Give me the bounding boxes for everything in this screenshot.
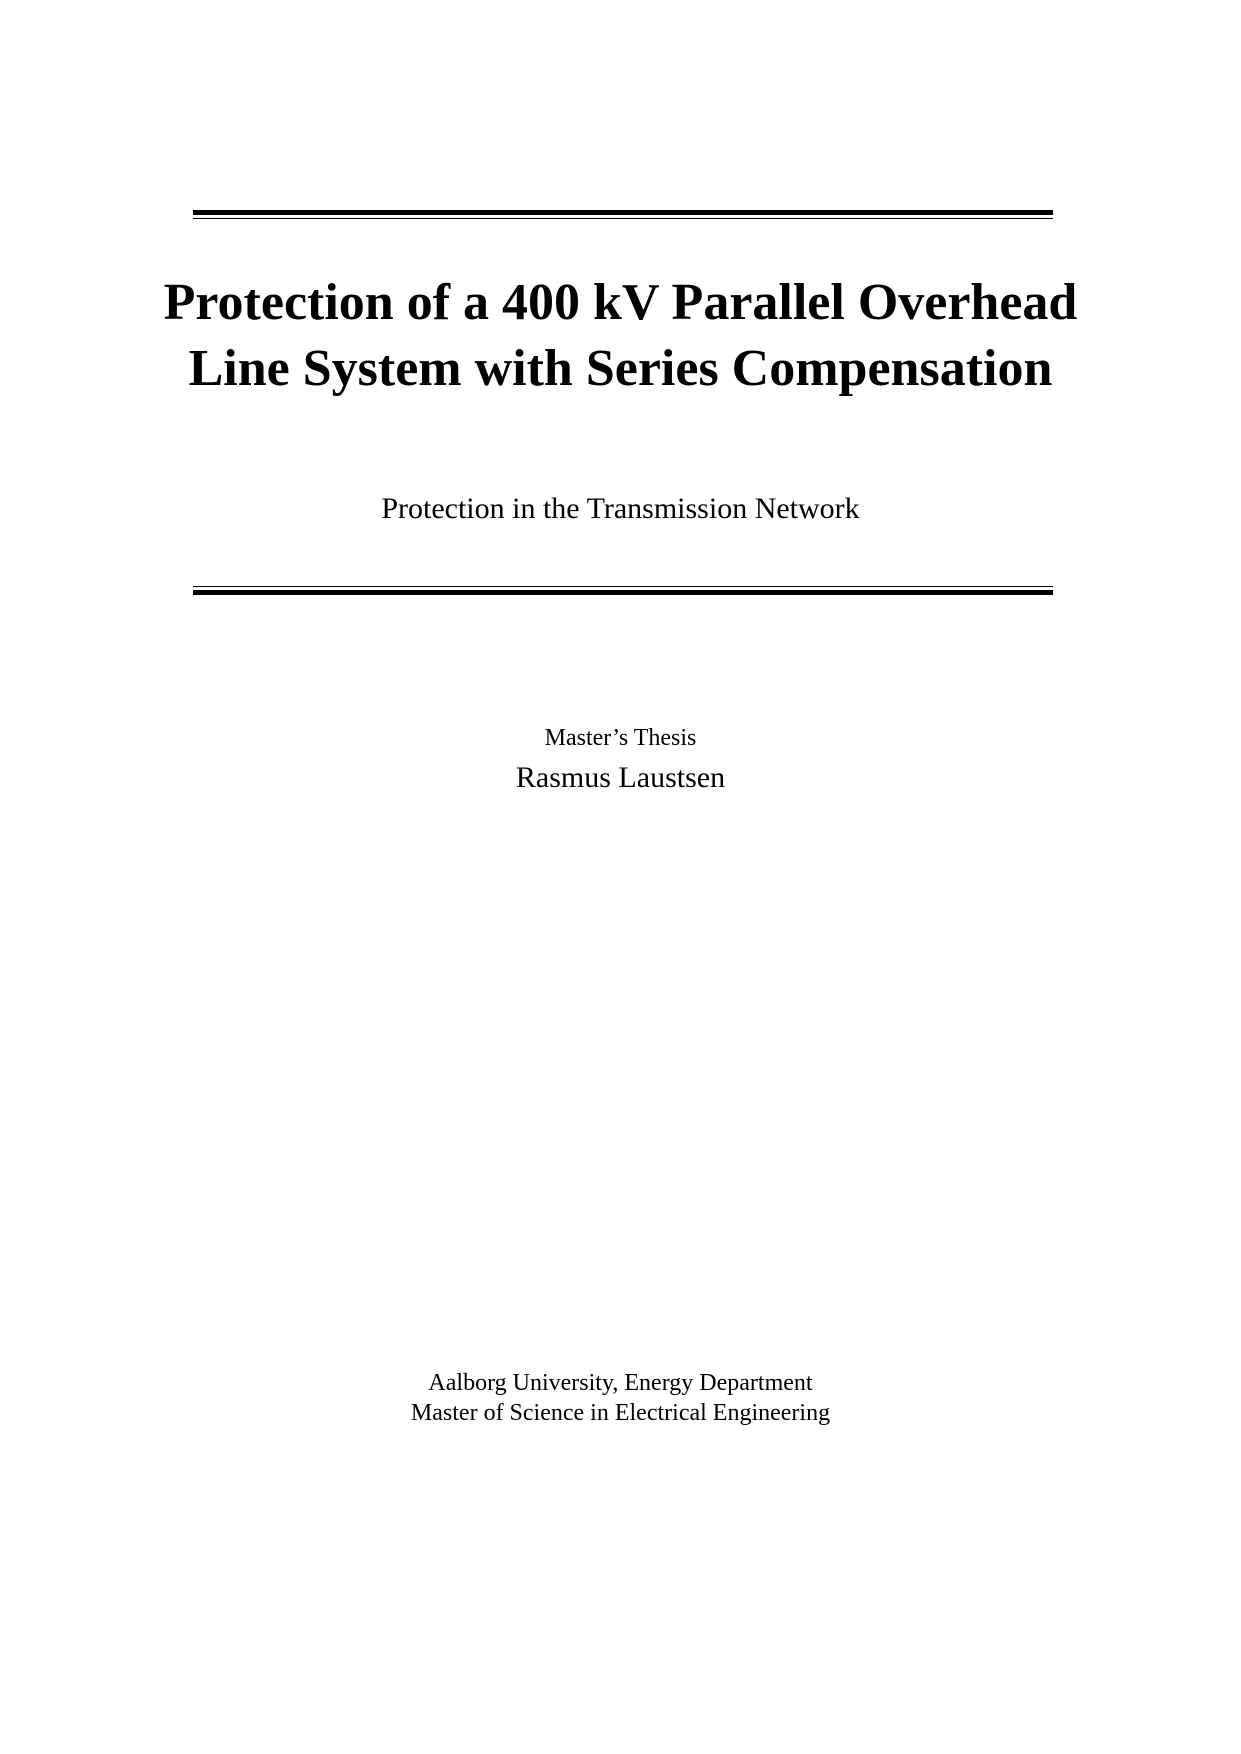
affiliation-university: Aalborg University, Energy Department bbox=[428, 1370, 813, 1396]
bottom-double-rule bbox=[193, 586, 1053, 595]
thesis-type: Master’s Thesis bbox=[544, 725, 697, 751]
top-thin-rule bbox=[193, 218, 1053, 219]
bottom-thick-rule bbox=[193, 590, 1053, 595]
top-thick-rule bbox=[193, 210, 1053, 215]
affiliation-programme: Master of Science in Electrical Engineering bbox=[410, 1400, 831, 1426]
affiliation bbox=[150, 1368, 1091, 1428]
author-name: Rasmus Laustsen bbox=[515, 761, 726, 794]
thesis-subtitle: Protection in the Transmission Network bbox=[381, 492, 860, 525]
top-double-rule bbox=[193, 210, 1053, 219]
bottom-thin-rule bbox=[193, 586, 1053, 587]
thesis-title: Protection of a 400 kV Parallel Overhead Line System with Series Compensation bbox=[163, 274, 1078, 397]
